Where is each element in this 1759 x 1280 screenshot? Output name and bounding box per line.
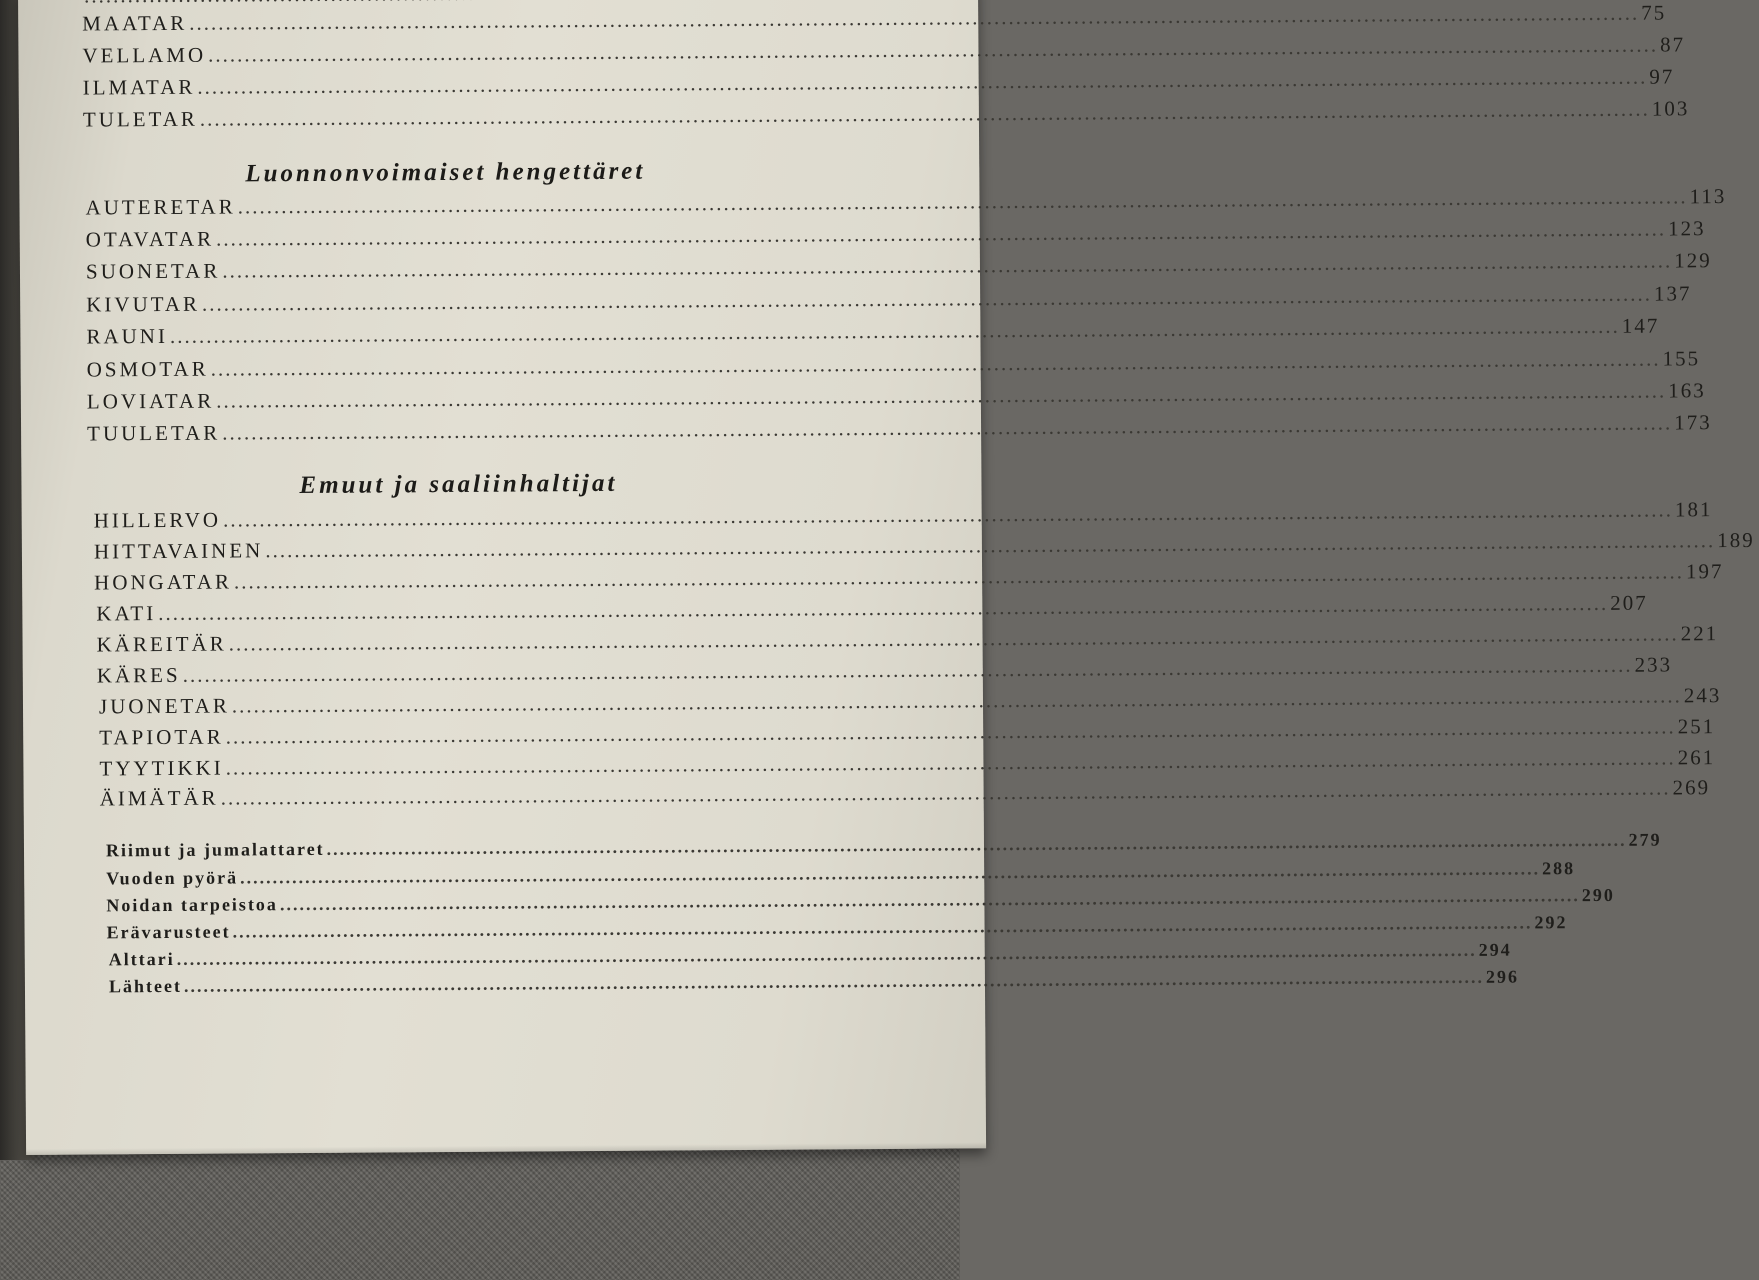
entry-title: KIVUTAR [86, 291, 201, 317]
entry-page: 173 [1674, 410, 1712, 435]
entry-title: JUONETAR [98, 693, 230, 719]
dot-leader [265, 528, 1715, 563]
entry-page: 75 [1641, 0, 1667, 25]
entry-page: 269 [1672, 775, 1711, 800]
entry-page: 233 [1634, 652, 1673, 677]
toc-entry [106, 884, 1615, 916]
entry-title: TAPIOTAR [99, 724, 224, 750]
entry-title: HONGATAR [94, 569, 233, 595]
toc-entry [98, 683, 1722, 720]
dot-leader [226, 714, 1676, 749]
entry-page: 243 [1683, 683, 1722, 708]
entry-page: 113 [1689, 184, 1727, 209]
toc-entry [86, 378, 1706, 415]
entry-page: 155 [1662, 346, 1701, 371]
entry-title: AUTERETAR [85, 194, 236, 220]
entry-page: 163 [1668, 378, 1706, 403]
toc-entry [93, 527, 1755, 565]
entry-title: Lähteet [108, 975, 183, 997]
dot-leader [327, 830, 1627, 860]
toc-entry [106, 912, 1568, 943]
toc-entry [86, 313, 1660, 350]
toc-entry [108, 939, 1512, 970]
entry-title: ILMATAR [82, 74, 196, 100]
toc-entry [96, 621, 1719, 658]
dot-leader [232, 912, 1532, 942]
toc-entry [85, 216, 1706, 253]
toc-entry [93, 497, 1713, 534]
entry-page: 296 [1485, 966, 1519, 987]
entry-title: SUONETAR [85, 258, 221, 284]
book-page [18, 0, 1755, 1155]
toc-entry [82, 96, 1690, 133]
dot-leader [208, 33, 1658, 68]
entry-title: KÄREITÄR [96, 631, 227, 657]
dot-leader [158, 591, 1608, 626]
entry-page: 207 [1610, 590, 1648, 615]
entry-page: 137 [1653, 281, 1692, 306]
toc-entry [85, 184, 1727, 221]
entry-title: MAATAR [82, 10, 188, 36]
entry-title: ÄIMÄTÄR [99, 785, 219, 811]
entry-title: OTAVATAR [85, 226, 215, 252]
dot-leader [234, 559, 1684, 594]
entry-page: 197 [1685, 559, 1724, 584]
entry-page: 97 [1649, 64, 1675, 89]
toc-entry [106, 858, 1576, 889]
section-heading: Luonnonvoimaiset hengettäret [245, 157, 646, 188]
toc-entry [108, 966, 1519, 997]
dot-leader [170, 314, 1620, 349]
dot-leader [184, 967, 1484, 997]
entry-page: 181 [1674, 497, 1713, 522]
dot-leader [229, 621, 1679, 656]
toc-entry [105, 829, 1662, 861]
toc-entry [86, 346, 1701, 383]
entry-page: 189 [1717, 527, 1755, 553]
toc-entry [99, 714, 1716, 751]
entry-title: TUULETAR [87, 420, 221, 446]
dot-leader [200, 97, 1650, 132]
toc-entry [87, 410, 1712, 447]
entry-title: KÄRES [96, 662, 181, 688]
dot-leader [222, 410, 1672, 445]
entry-title: HITTAVAINEN [93, 538, 264, 564]
toc-entry [82, 0, 1667, 37]
entry-title: OSMOTAR [86, 356, 209, 382]
section-heading: Emuut ja saaliinhaltijat [299, 469, 618, 500]
entry-title: VELLAMO [82, 42, 207, 68]
entry-page: 221 [1680, 621, 1719, 646]
entry-page: 290 [1581, 884, 1615, 906]
entry-page: 279 [1628, 829, 1662, 850]
toc-entry [86, 281, 1692, 318]
toc-entry [82, 64, 1675, 101]
entry-title: RAUNI [86, 323, 169, 349]
entry-title: LOVIATAR [86, 388, 215, 414]
entry-page: 288 [1541, 858, 1576, 879]
entry-title: Erävarusteet [106, 921, 231, 943]
entry-title: Alttari [108, 948, 175, 970]
dot-leader [280, 885, 1580, 915]
dot-leader [226, 745, 1676, 780]
dot-leader [202, 282, 1652, 317]
entry-page: 292 [1534, 912, 1568, 933]
entry-page: 147 [1621, 313, 1660, 338]
dot-leader [216, 379, 1666, 414]
dot-leader [238, 184, 1688, 219]
entry-page: 103 [1651, 96, 1690, 121]
toc-entry [99, 745, 1716, 782]
dot-leader [183, 653, 1633, 688]
toc-entry [82, 32, 1686, 69]
entry-page: 123 [1668, 216, 1706, 241]
dot-leader [177, 940, 1477, 970]
page-edge [26, 1142, 986, 1155]
dot-leader [211, 347, 1661, 382]
entry-page: 294 [1478, 939, 1512, 960]
entry-page: 129 [1674, 248, 1712, 273]
toc-entry [96, 590, 1648, 627]
entry-title: Noidan tarpeistoa [106, 894, 278, 916]
entry-title: HILLERVO [93, 507, 222, 533]
dot-leader [223, 497, 1673, 532]
entry-title: Riimut ja jumalattaret [105, 838, 325, 861]
toc-entry [99, 775, 1711, 812]
entry-page: 87 [1659, 32, 1686, 57]
entry-page: 251 [1677, 714, 1716, 739]
dot-leader [216, 217, 1666, 252]
toc-entry [94, 559, 1724, 596]
entry-title: TYYTIKKI [99, 755, 224, 781]
entry-title: TULETAR [82, 106, 198, 132]
dot-leader [221, 775, 1671, 810]
dot-leader [197, 65, 1647, 100]
dot-leader [222, 248, 1672, 283]
entry-title: Vuoden pyörä [106, 867, 239, 889]
toc-entry [85, 248, 1712, 285]
entry-title: KATI [96, 601, 157, 626]
entry-page: 261 [1677, 745, 1716, 770]
toc-entry [96, 652, 1673, 689]
dot-leader [232, 683, 1682, 718]
dot-leader [240, 858, 1540, 888]
